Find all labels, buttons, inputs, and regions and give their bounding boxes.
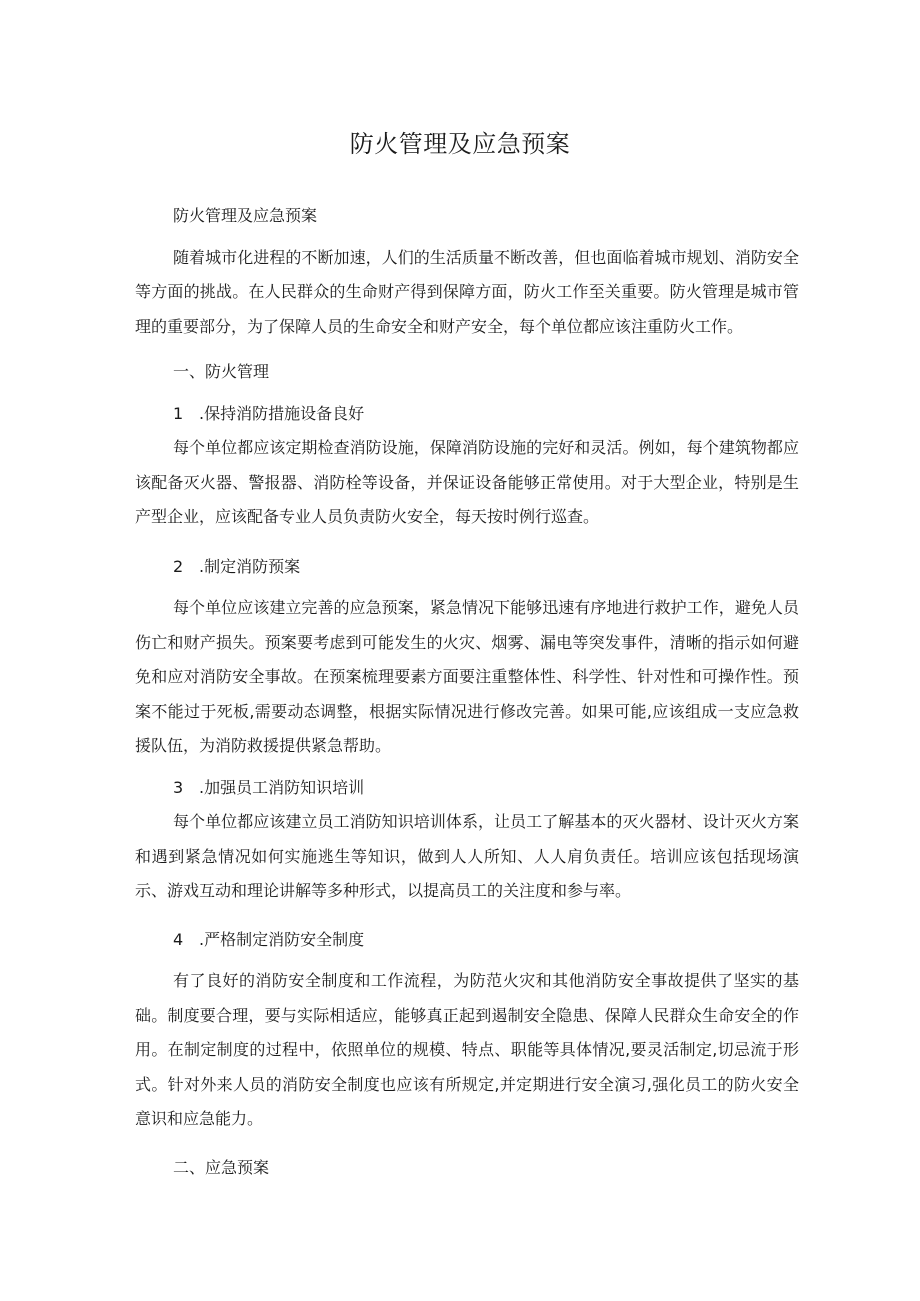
item-title-2: .制定消防预案 <box>199 556 301 576</box>
item-number-2: 2 <box>173 556 184 576</box>
document-subtitle: 防火管理及应急预案 <box>173 206 318 225</box>
document-title: 防火管理及应急预案 <box>349 130 571 158</box>
document-body <box>135 199 799 1185</box>
intro-paragraph: 随着城市化进程的不断加速，人们的生活质量不断改善，但也面临着城市规划、消防安全等方面的挑战。在人民群众的生命财产得到保障方面，防火工作至关重要。防火管理是城市管理的重要部分，为了保障人员的生命安全和财产安全，每个单位都应该注重防火工作。 <box>135 247 799 336</box>
item-body-3: 每个单位都应该建立员工消防知识培训体系，让员工了解基本的灭火器材、设计灭火方案和遇到紧急情况如何实施逃生等知识，做到人人所知、人人肩负责任。培训应该包括现场演示、游戏互动和理论讲解等多种形式，以提高员工的关注度和参与率。 <box>135 812 799 900</box>
item-heading-3 <box>135 771 799 806</box>
item-title-1: .保持消防措施设备良好 <box>199 403 365 423</box>
section-heading-fire-management: 一、防火管理 <box>173 362 270 381</box>
item-body-1: 每个单位都应该定期检查消防设施，保障消防设施的完好和灵活。例如，每个建筑物都应该配备灭火器、警报器、消防栓等设备，并保证设备能够正常使用。对于大型企业，特别是生产型企业，应该配备专业人员负责防火安全，每天按时例行巡查。 <box>135 438 799 526</box>
item-heading-2 <box>135 550 799 585</box>
item-title-4: .严格制定消防安全制度 <box>199 929 365 949</box>
item-heading-4 <box>135 923 799 958</box>
item-number-1: 1 <box>173 403 184 423</box>
item-number-3: 3 <box>173 777 184 797</box>
item-heading-1 <box>135 397 799 432</box>
item-title-3: .加强员工消防知识培训 <box>199 777 365 797</box>
section-heading-emergency-plan: 二、应急预案 <box>173 1157 270 1177</box>
item-number-4: 4 <box>173 929 184 949</box>
item-body-4: 有了良好的消防安全制度和工作流程，为防范火灾和其他消防安全事故提供了坚实的基础。制度要合理，要与实际相适应，能够真正起到遏制安全隐患、保障人民群众生命安全的作用。在制定制度的过程中，依照单位的规模、特点、职能等具体情况,要灵活制定,切忌流于形式。针对外来人员的消防安全制度也应该有所规定,并定期进行安全演习,强化员工的防火安全意识和应急能力。 <box>135 971 799 1128</box>
item-body-2: 每个单位应该建立完善的应急预案，紧急情况下能够迅速有序地进行救护工作，避免人员伤亡和财产损失。预案要考虑到可能发生的火灾、烟雾、漏电等突发事件，清晰的指示如何避免和应对消防安全事故。在预案梳理要素方面要注重整体性、科学性、针对性和可操作性。预案不能过于死板,需要动态调整，根据实际情况进行修改完善。如果可能,应该组成一支应急救援队伍，为消防救援提供紧急帮助。 <box>135 598 799 755</box>
